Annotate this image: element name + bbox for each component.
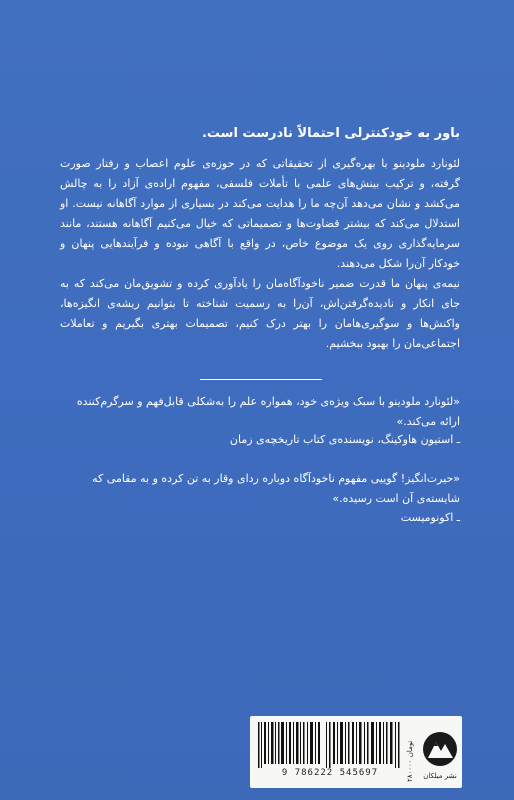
publisher-name: نشر میلکان	[423, 772, 457, 780]
barcode	[256, 720, 404, 768]
barcode-panel	[250, 716, 462, 788]
divider	[200, 379, 322, 380]
price-label: ۲۸۰۰۰۰ تومان	[406, 740, 414, 782]
description-paragraph-1: لئونارد ملودینو با بهره‌گیری از تحقیقاتی که در حوزه‌ی علوم اعصاب و رفتار صورت گرفته، و ترکیب بینش‌های علمی با تأملات فلسفی، مفهوم اراده‌ی آزاد را به چالش می‌کشد و نشان می‌دهد آن‌چه ما را هدایت می‌کند در بسیاری از موارد آگاهانه نیست. او استدلال می‌کند که بیشتر قضاوت‌ها و تصمیماتی که خیال می‌کنیم آگاهانه هستند، مانند سرمایه‌گذاری روی یک موضوع خاص، در واقع با آگاهی نبوده و فرآیندهایی پنهان و خودکار آن‌را شکل می‌دهند.	[60, 157, 460, 270]
headline: باور به خودکنترلی احتمالاً نادرست است.	[201, 126, 460, 141]
isbn-number: 9 786222 545697	[281, 768, 379, 778]
blurb-attribution-2: ـ اکونومیست	[400, 511, 460, 524]
blurb-attribution-1: ـ استیون هاوکینگ، نویسنده‌ی کتاب تاریخچه‌ی زمان	[229, 433, 460, 446]
description-paragraph-2: نیمه‌ی پنهان ما قدرت ضمیر ناخودآگاه‌مان را یادآوری کرده و تشویق‌مان می‌کند که به جای انکار و نادیده‌گرفتن‌اش، آن‌را به رسمیت شناخته تا بتوانیم ریشه‌ی انگیزه‌ها، واکنش‌ها و سوگیری‌هامان را بهتر درک کنیم، تصمیمات بهتری بگیریم و تعاملات اجتماعی‌مان را بهبود ببخشیم.	[60, 277, 460, 350]
blurb-quote-2: «حیرت‌انگیز! گوییی مفهوم ناخودآگاه دوباره ردای وقار به تن کرده و به مقامی که شایسته‌ی آن است رسیده.»	[92, 472, 460, 505]
publisher-logo-icon	[422, 720, 458, 778]
blurb-quote-1: «لئونارد ملودینو با سبک ویژه‌ی خود، همواره علم را به‌شکلی قابل‌فهم و سرگرم‌کننده ارائه می‌کند.»	[76, 395, 460, 428]
